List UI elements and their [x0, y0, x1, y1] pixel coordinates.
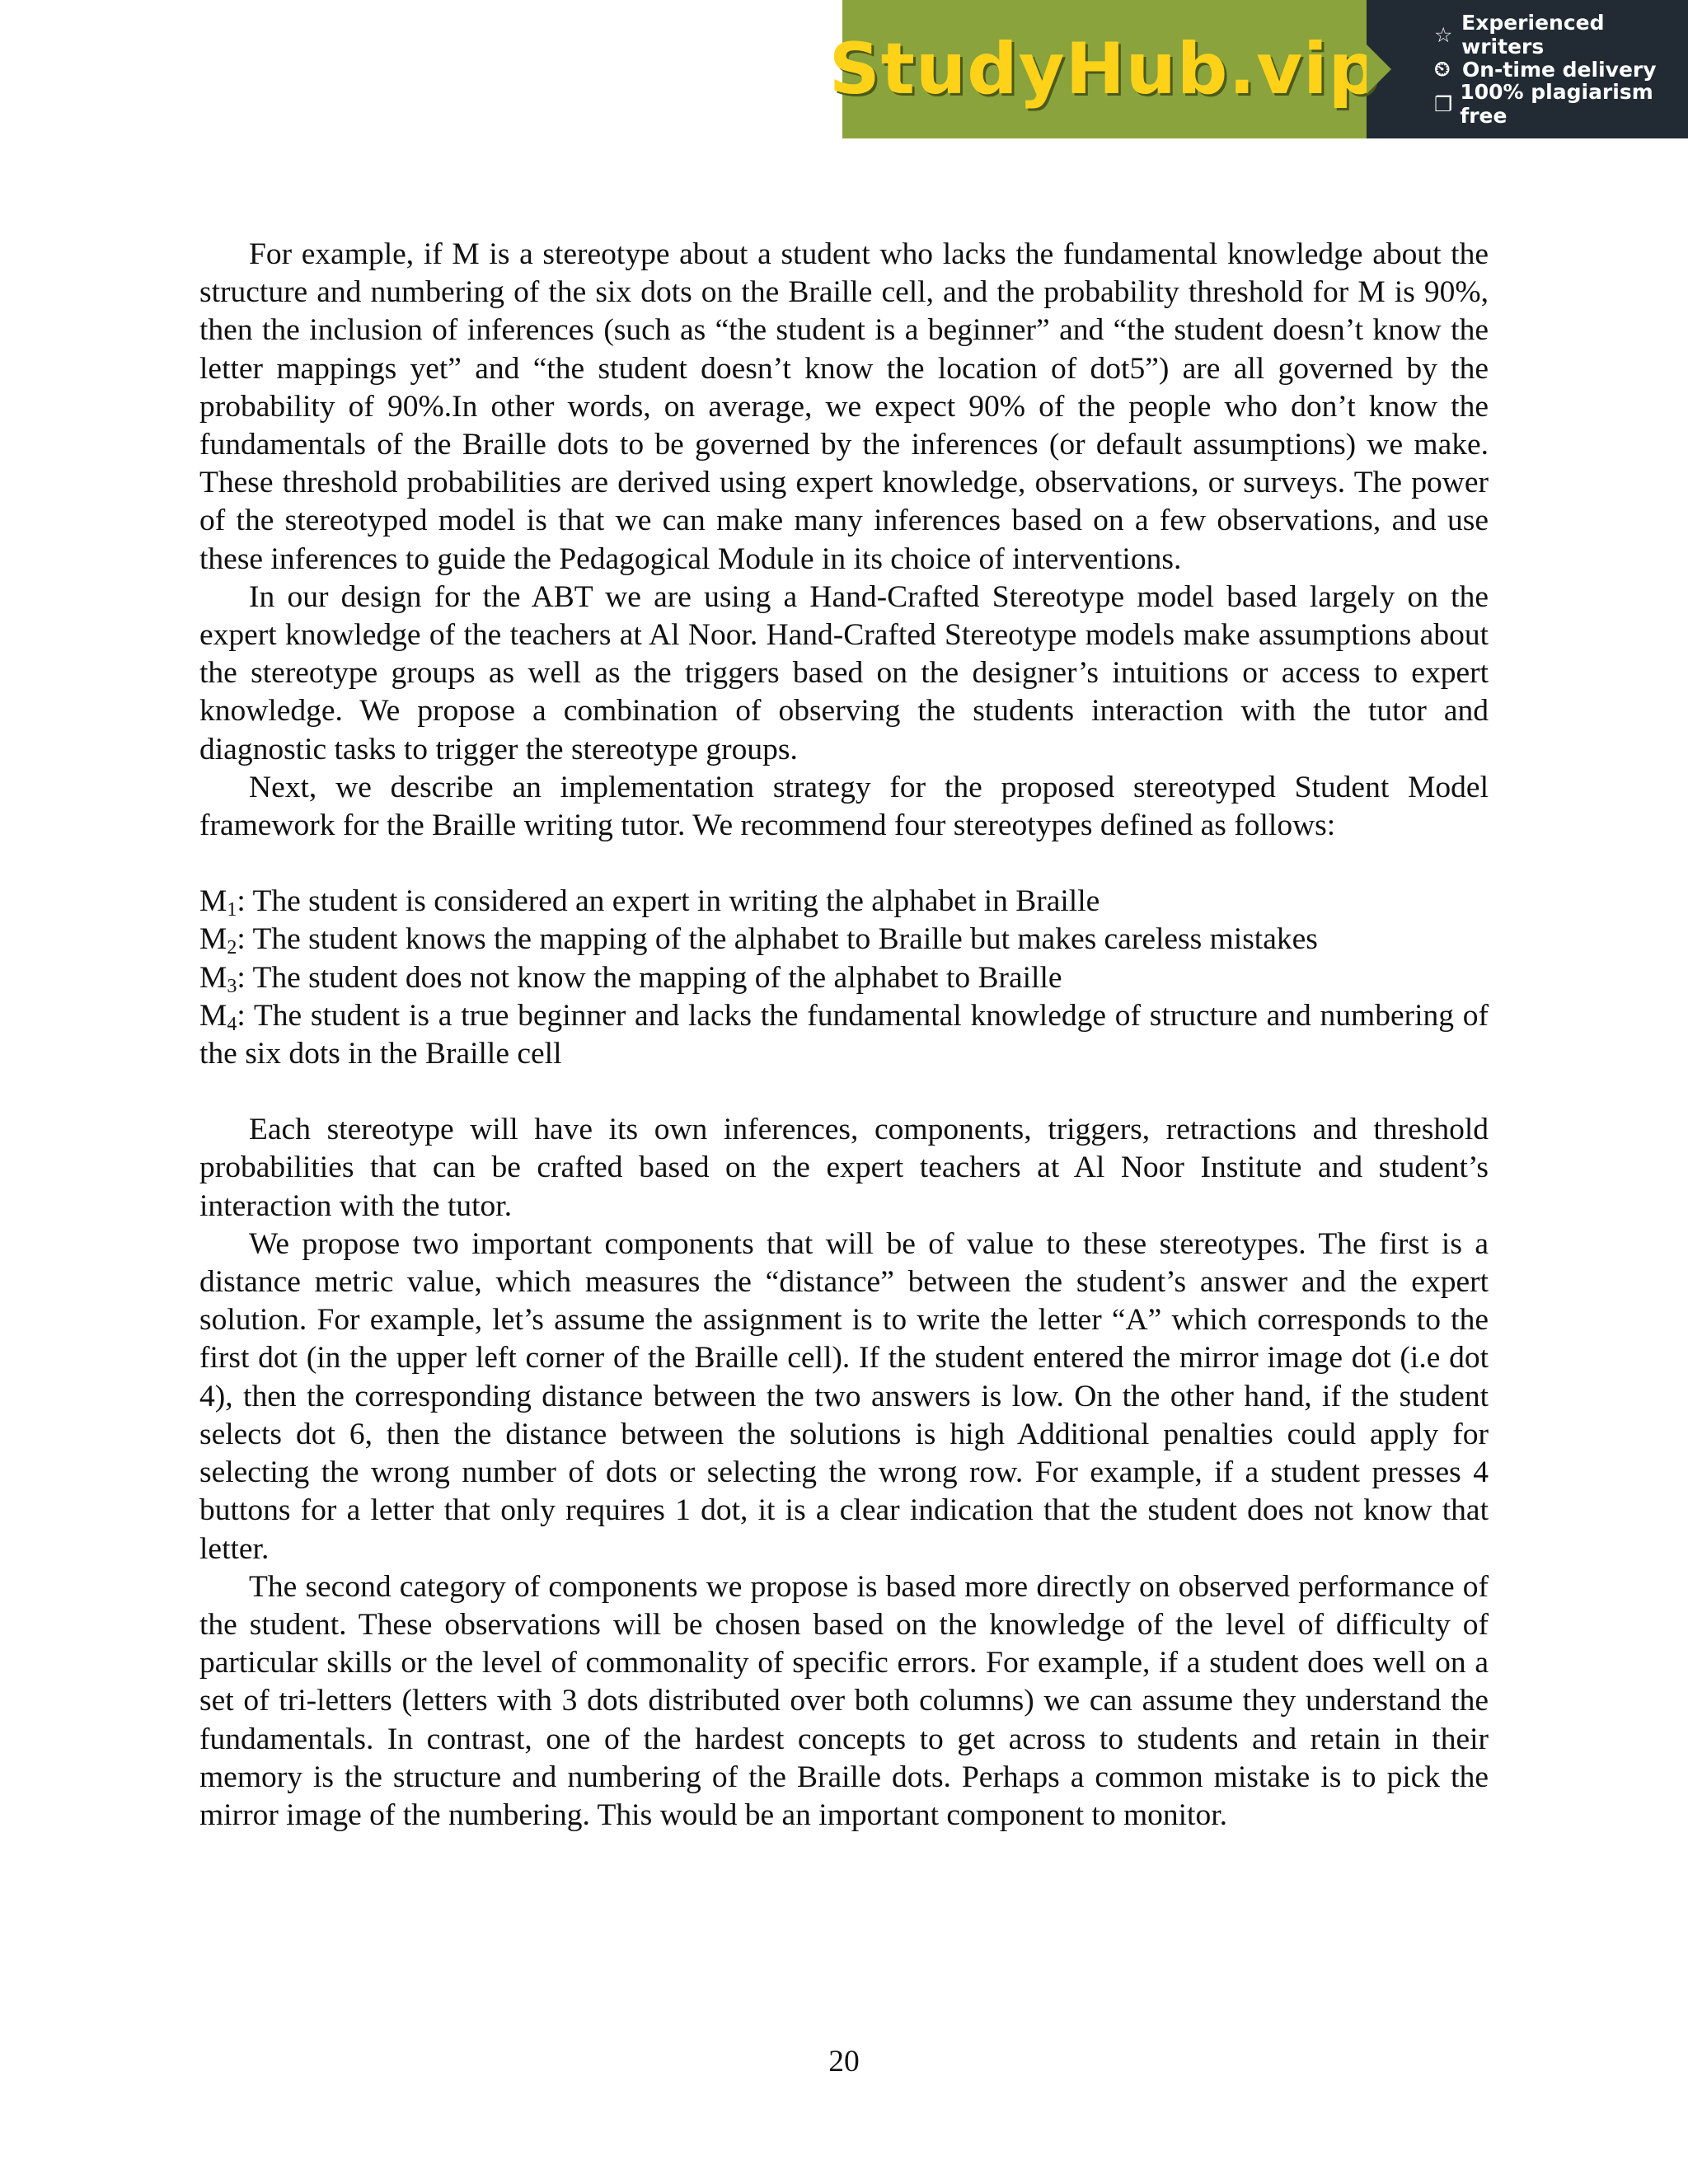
stereotype-text: : The student is a true beginner and lacks the fundamental knowledge of structure and numbering of the six dots in the Braille cell: [199, 998, 1489, 1071]
feature-experienced-writers: [1434, 11, 1688, 59]
stereotype-item: [199, 883, 1489, 921]
page-number: 20: [828, 2045, 860, 2079]
stereotype-subscript: 1: [227, 899, 237, 921]
feature-plagiarism-free: [1434, 80, 1688, 128]
feature-label: 100% plagiarism free: [1460, 80, 1653, 128]
stereotype-letter: M: [199, 998, 227, 1033]
logo-text: StudyHub.vip: [828, 28, 1381, 110]
feature-label: Experienced writers: [1461, 11, 1605, 59]
stereotype-item: [199, 959, 1489, 997]
stereotype-item: [199, 921, 1489, 958]
paragraph: Each stereotype will have its own inferences, components, triggers, retractions and threshold probabilities that can be crafted based on the expert teachers at Al Noor Institute and student’s interaction with the tutor.: [199, 1113, 1489, 1223]
paragraph: For example, if M is a stereotype about a student who lacks the fundamental knowledge about the structure and numbering of the six dots on the Braille cell, and the probability threshold for M is 90%, then the inclusion of inferences (such as “the student is a beginner” and “the student doesn’t know the letter mappings yet” and “the student doesn’t know the location of dot5”) are all governed by the probability of 90%.In other words, on average, we expect 90% of the people who don’t know the fundamentals of the Braille dots to be governed by the inferences (or default assumptions) we make. These threshold probabilities are derived using expert knowledge, observations, or surveys. The power of the stereotyped model is that we can make many inferences based on a few observations, and use these inferences to guide the Pedagogical Module in its choice of interventions.: [199, 237, 1489, 576]
stereotype-letter: M: [199, 884, 227, 919]
paragraph: Next, we describe an implementation strategy for the proposed stereotyped Student Model framework for the Braille writing tutor. We recommend four stereotypes defined as follows:: [199, 770, 1489, 843]
stereotype-subscript: 3: [227, 975, 237, 997]
clock-icon: ⏲: [1434, 57, 1451, 81]
feature-label: On-time delivery: [1462, 57, 1657, 82]
paragraph: We propose two important components that will be of value to these stereotypes. The first is a distance metric value, which measures the “distance” between the student’s answer and the expert solution. For example, let’s assume the assignment is to write the letter “A” which corresponds to the first dot (in the upper left corner of the Braille cell). If the student entered the mirror image dot (i.e dot 4), then the corresponding distance between the two answers is low. On the other hand, if the student selects dot 6, then the distance between the solutions is high Additional penalties could apply for selecting the wrong number of dots or selecting the wrong row. For example, if a student presses 4 buttons for a letter that only requires 1 dot, it is a clear indication that the student does not know that letter.: [199, 1226, 1489, 1566]
stereotype-text: : The student is considered an expert in writing the alphabet in Braille: [237, 884, 1100, 919]
chevron-right-icon: [1367, 45, 1391, 94]
stereotype-list: [199, 883, 1489, 1073]
stereotype-text: : The student knows the mapping of the alphabet to Braille but makes careless mistakes: [237, 922, 1318, 957]
paragraph: In our design for the ABT we are using a Hand-Crafted Stereotype model based largely on the expert knowledge of the teachers at Al Noor. Hand-Crafted Stereotype models make assumptions about the stereotype groups as well as the triggers based on the designer’s intuitions or access to expert knowledge. We propose a combination of observing the students interaction with the tutor and diagnostic tasks to trigger the stereotype groups.: [199, 579, 1489, 766]
stereotype-subscript: 2: [227, 937, 237, 959]
stereotype-letter: M: [199, 922, 227, 957]
stereotype-letter: M: [199, 960, 227, 995]
banner-features: [1367, 0, 1688, 138]
studyhub-logo[interactable]: [828, 0, 1381, 138]
document-body: [199, 236, 1489, 1835]
stereotype-text: : The student does not know the mapping of the alphabet to Braille: [237, 960, 1062, 995]
paragraph: The second category of components we propose is based more directly on observed performance of the student. These observations will be chosen based on the knowledge of the level of difficulty of particular skills or the level of commonality of specific errors. For example, if a student does well on a set of tri-letters (letters with 3 dots distributed over both columns) we can assume they understand the fundamentals. In contrast, one of the hardest concepts to get across to students and retain in their memory is the structure and numbering of the Braille dots. Perhaps a common mistake is to pick the mirror image of the numbering. This would be an important component to monitor.: [199, 1569, 1489, 1832]
copy-icon: ❐: [1434, 91, 1453, 116]
star-outline-icon: ☆: [1434, 22, 1453, 47]
stereotype-item: [199, 997, 1489, 1073]
studyhub-banner[interactable]: [828, 0, 1688, 138]
stereotype-subscript: 4: [227, 1013, 237, 1035]
